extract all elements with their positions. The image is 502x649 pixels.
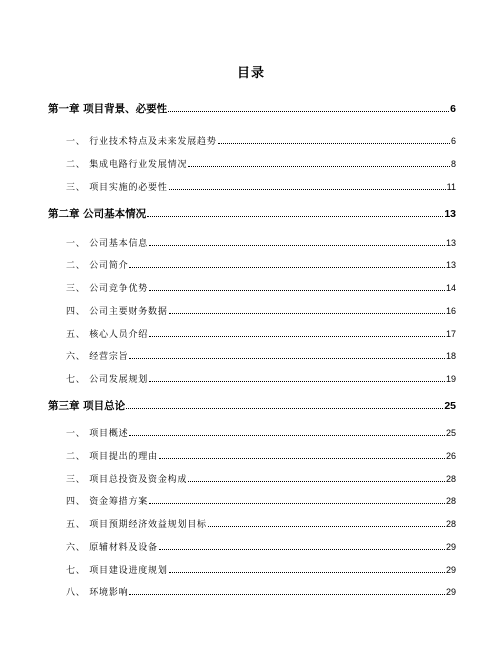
toc-page-number: 28 — [445, 474, 456, 484]
dot-leader — [208, 525, 445, 527]
dot-leader — [188, 165, 450, 167]
toc-entry-label: 八、 环境影响 — [66, 588, 129, 598]
toc-page-number: 29 — [445, 587, 456, 597]
dot-leader — [149, 335, 445, 337]
dot-leader — [188, 480, 445, 482]
toc-page-number: 19 — [445, 374, 456, 384]
toc-entry-label: 一、 行业技术特点及未来发展趋势 — [66, 137, 217, 147]
toc-page-number: 13 — [444, 208, 456, 220]
toc-section-entry[interactable] — [66, 304, 456, 317]
toc-entry-label: 五、 核心人员介绍 — [66, 330, 149, 340]
toc-section-entry[interactable] — [66, 327, 456, 340]
dot-leader — [169, 571, 445, 573]
toc-section-entry[interactable] — [66, 281, 456, 294]
toc-entry-label: 第三章 项目总论 — [48, 400, 126, 412]
toc-section-entry[interactable] — [66, 236, 456, 249]
toc-entry-label: 二、 公司简介 — [66, 261, 129, 271]
toc-page-number: 14 — [445, 283, 456, 293]
toc-entry-label: 一、 公司基本信息 — [66, 239, 149, 249]
toc-chapter-entry[interactable] — [48, 398, 456, 413]
dot-leader — [147, 215, 443, 217]
toc-entry-label: 六、 原辅材料及设备 — [66, 543, 158, 553]
toc-section-entry[interactable] — [66, 472, 456, 485]
toc-section-entry[interactable] — [66, 180, 456, 193]
toc-section-entry[interactable] — [66, 517, 456, 530]
dot-leader — [126, 407, 443, 409]
toc-section-entry[interactable] — [66, 134, 456, 147]
toc-entry-label: 四、 公司主要财务数据 — [66, 307, 168, 317]
toc-title: 目录 — [236, 66, 265, 81]
toc-section-entry[interactable] — [66, 449, 456, 462]
dot-leader — [129, 266, 445, 268]
dot-leader — [149, 380, 445, 382]
dot-leader — [149, 502, 445, 504]
toc-page-number: 6 — [450, 103, 456, 115]
toc-page-number: 28 — [445, 519, 456, 529]
toc-section-entry[interactable] — [66, 494, 456, 507]
dot-leader — [169, 312, 445, 314]
toc-entry-label: 七、 公司发展规划 — [66, 375, 149, 385]
toc-page-number: 29 — [445, 565, 456, 575]
toc-page-number: 28 — [445, 496, 456, 506]
toc-page-number: 13 — [445, 238, 456, 248]
toc-entry-label: 四、 资金筹措方案 — [66, 497, 149, 507]
dot-leader — [149, 289, 445, 291]
toc-entry-label: 二、 项目提出的理由 — [66, 452, 158, 462]
toc-page-number: 25 — [445, 428, 456, 438]
toc-section-entry[interactable] — [66, 157, 456, 170]
dot-leader — [218, 142, 450, 144]
toc-section-entry[interactable] — [66, 349, 456, 362]
toc-chapter-entry[interactable] — [48, 206, 456, 221]
toc-entry-label: 二、 集成电路行业发展情况 — [66, 160, 188, 170]
toc-page-number: 17 — [445, 329, 456, 339]
toc-page-number: 8 — [450, 159, 456, 169]
toc-entry-label: 三、 项目实施的必要性 — [66, 183, 168, 193]
toc-page-number: 6 — [450, 136, 456, 146]
toc-section-entry[interactable] — [66, 258, 456, 271]
toc-entry-label: 六、 经营宗旨 — [66, 352, 129, 362]
toc-entry-label: 第二章 公司基本情况 — [48, 208, 147, 220]
toc-entry-label: 五、 项目预期经济效益规划目标 — [66, 520, 207, 530]
toc-page-number: 13 — [445, 260, 456, 270]
toc-chapter-entry[interactable] — [48, 101, 456, 116]
dot-leader — [168, 110, 449, 112]
toc-section-entry[interactable] — [66, 372, 456, 385]
toc-entry-label: 三、 项目总投资及资金构成 — [66, 475, 188, 485]
toc-page-number: 29 — [445, 542, 456, 552]
dot-leader — [169, 188, 446, 190]
toc-section-entry[interactable] — [66, 585, 456, 598]
toc-entry-label: 第一章 项目背景、必要性 — [48, 103, 168, 115]
toc-section-entry[interactable] — [66, 563, 456, 576]
toc-entry-label: 七、 项目建设进度规划 — [66, 566, 168, 576]
toc-page-number: 25 — [444, 400, 456, 412]
dot-leader — [159, 457, 445, 459]
toc-page-number: 18 — [445, 351, 456, 361]
dot-leader — [129, 593, 445, 595]
toc-page-number: 11 — [446, 182, 456, 192]
toc-page-number: 26 — [445, 451, 456, 461]
dot-leader — [159, 548, 445, 550]
toc-entry-label: 三、 公司竞争优势 — [66, 284, 149, 294]
dot-leader — [129, 434, 445, 436]
toc-section-entry[interactable] — [66, 426, 456, 439]
toc-section-entry[interactable] — [66, 540, 456, 553]
dot-leader — [129, 357, 445, 359]
toc-entry-label: 一、 项目概述 — [66, 429, 129, 439]
toc-page-number: 16 — [445, 306, 456, 316]
dot-leader — [149, 244, 445, 246]
